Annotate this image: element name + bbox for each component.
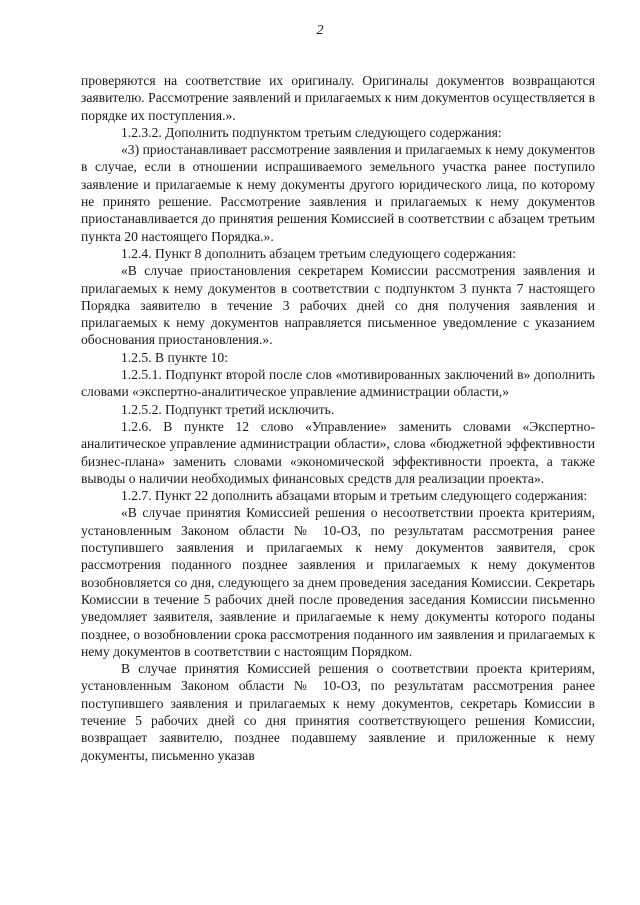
paragraph-subclause-3: «3) приостанавливает рассмотрение заявления и прилагаемых к нему документов в случае, если в отношении испрашиваемого земельного участка ранее поступило заявление и прилагаемые к нему документы другого юридического лица, по которому не принято решение. Рассмотрение заявления и прилагаемых к нему документов приостанавливается до принятия решения Комиссией в соответствии с абзацем третьим пункта 20 настоящего Порядка.». — [81, 142, 595, 244]
paragraph-1-2-5-2: 1.2.5.2. Подпункт третий исключить. — [121, 401, 335, 417]
paragraph-compliance-decision: В случае принятия Комиссией решения о соответствии проекта критериям, установленным Законом области № 10-ОЗ, по результатам рассмотрения ранее поступившего заявления и прилагаемых к нему документов, секретарь Комиссии в течение 5 рабочих дней со дня принятия соответствующего решения Комиссии, возвращает заявителю, позднее подавшему заявление и приложенные к нему документы, письменно указав — [81, 661, 595, 763]
paragraph-1-2-5-1: 1.2.5.1. Подпункт второй после слов «мотивированных заключений в» дополнить словами «экспертно-аналитическое управление администрации области,» — [81, 367, 595, 400]
paragraph-1-2-5: 1.2.5. В пункте 10: — [121, 349, 228, 365]
paragraph-continuation: проверяются на соответствие их оригиналу. Оригиналы документов возвращаются заявителю. Рассмотрение заявлений и прилагаемых к ним документов осуществляется в порядке их поступления.». — [81, 73, 595, 123]
paragraph-1-2-6: 1.2.6. В пункте 12 слово «Управление» заменить словами «Экспертно-аналитическое управление администрации области», слова «бюджетной эффективности бизнес-плана» заменить словами «экономической эффективности проекта, а также выводы о наличии необходимых финансовых средств для реализации проекта». — [81, 418, 595, 486]
document-body — [81, 72, 595, 764]
paragraph-suspension-notice: «В случае приостановления секретарем Комиссии рассмотрения заявления и прилагаемых к нему документов в соответствии с подпунктом 3 пункта 7 настоящего Порядка заявителю в течение 3 рабочих дней со дня получения заявления и прилагаемых к нему документов направляется письменное уведомление с указанием обоснования приостановления.». — [81, 263, 595, 348]
page-number: 2 — [316, 23, 324, 38]
paragraph-1-2-3-2: 1.2.3.2. Дополнить подпунктом третьим следующего содержания: — [121, 124, 502, 140]
paragraph-1-2-4: 1.2.4. Пункт 8 дополнить абзацем третьим следующего содержания: — [121, 245, 516, 261]
paragraph-1-2-7: 1.2.7. Пункт 22 дополнить абзацами вторым и третьим следующего содержания: — [121, 488, 588, 504]
paragraph-noncompliance-decision: «В случае принятия Комиссией решения о несоответствии проекта критериям, установленным Законом области № 10-ОЗ, по результатам рассмотрения ранее поступившего заявления и прилагаемых к нему документов заявителя, срок рассмотрения поданного позднее заявления и прилагаемых к нему документов возобновляется со дня, следующего за днем проведения заседания Комиссии. Секретарь Комиссии в течение 5 рабочих дней после проведения заседания Комиссии письменно уведомляет заявителя, заявление и прилагаемые к нему документы которого поданы позднее, о возобновлении срока рассмотрения поданного им заявления и прилагаемых к нему документов в соответствии с настоящим Порядком. — [81, 505, 595, 659]
